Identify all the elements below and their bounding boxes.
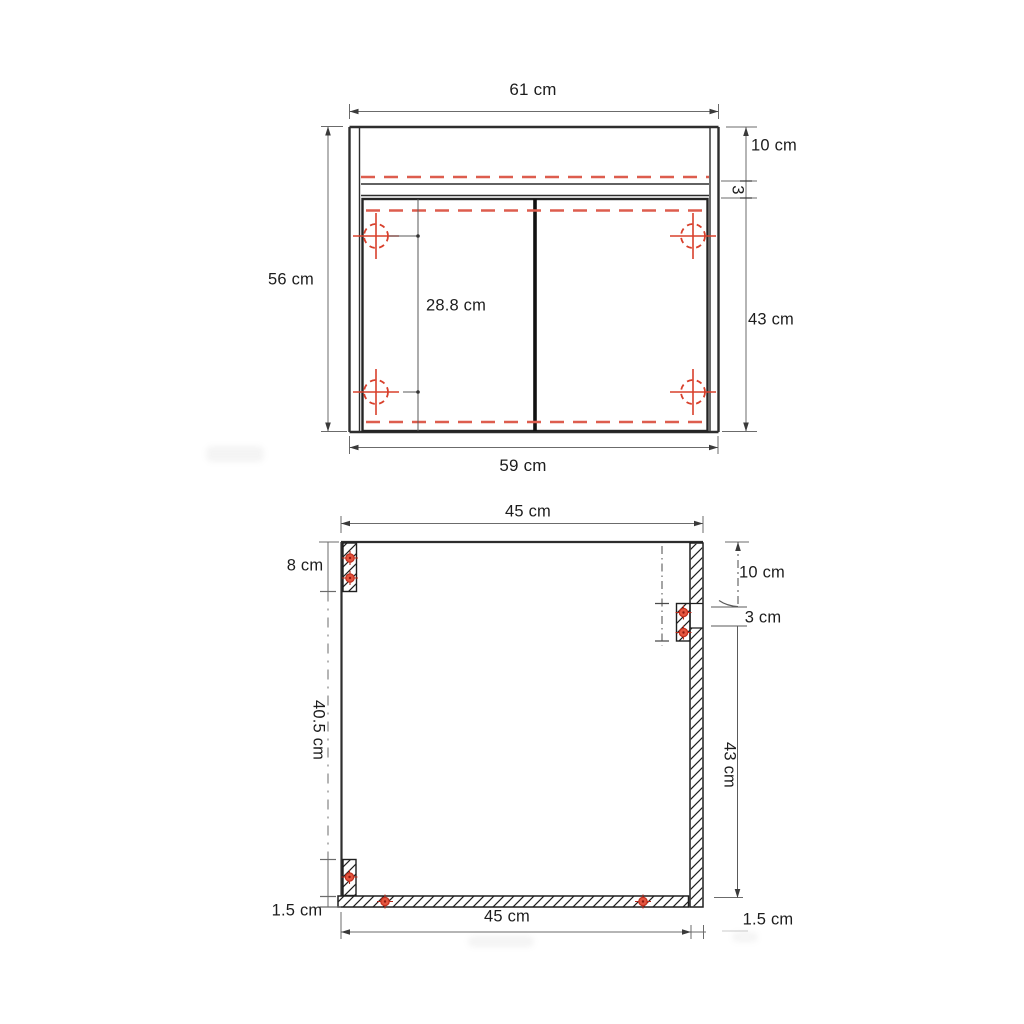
front-dim-right-stack xyxy=(721,127,757,432)
front-hinge-spacing-label: 28.8 cm xyxy=(425,296,487,315)
scan-smudge xyxy=(732,932,758,942)
scan-smudge xyxy=(468,936,534,947)
front-dim-width-bottom xyxy=(350,436,719,454)
front-dim-height-left xyxy=(321,127,347,432)
side-dim-right-stack xyxy=(711,542,749,898)
side-shelf-locator-line xyxy=(655,546,669,646)
side-outline xyxy=(341,542,703,896)
front-width-top-label: 61 cm xyxy=(509,80,557,99)
front-door-height-label: 43 cm xyxy=(748,310,794,329)
side-hanger-height-label: 8 cm xyxy=(286,556,324,575)
side-bottom-panel xyxy=(338,895,689,909)
front-width-bottom-label: 59 cm xyxy=(499,456,547,475)
hinge-mark-bottom-right xyxy=(670,369,716,415)
front-height-left-label: 56 cm xyxy=(268,270,314,289)
front-elevation-view xyxy=(321,104,757,454)
hinge-mark-top-right xyxy=(670,213,716,259)
side-shelf-block xyxy=(676,604,692,642)
side-depth-top-label: 45 cm xyxy=(505,502,551,521)
front-shelf-lines xyxy=(361,177,709,196)
side-hanger-block-bottom xyxy=(342,860,358,896)
front-dim-width-top xyxy=(350,104,719,119)
side-inner-height-label: 43 cm xyxy=(720,742,739,788)
front-top-panel-label: 10 cm xyxy=(751,136,797,155)
side-back-panel xyxy=(690,543,703,907)
side-bottom-thickness-left-label: 1.5 cm xyxy=(271,901,323,920)
scan-smudge xyxy=(206,446,264,462)
side-dim-depth-bottom xyxy=(341,912,748,939)
side-section-view xyxy=(319,516,749,939)
side-depth-bottom-label: 45 cm xyxy=(484,907,530,926)
side-top-offset-label: 10 cm xyxy=(739,563,785,582)
side-shelf-thickness-label: 3 cm xyxy=(744,608,782,627)
side-hanger-block-top xyxy=(342,543,358,592)
front-doors xyxy=(363,199,708,431)
front-dim-hinge-spacing xyxy=(389,199,420,431)
front-shelf-thickness-label: 3 xyxy=(728,185,747,195)
side-height-label: 40.5 cm xyxy=(309,699,328,761)
side-back-thickness-label: 1.5 cm xyxy=(742,910,794,929)
